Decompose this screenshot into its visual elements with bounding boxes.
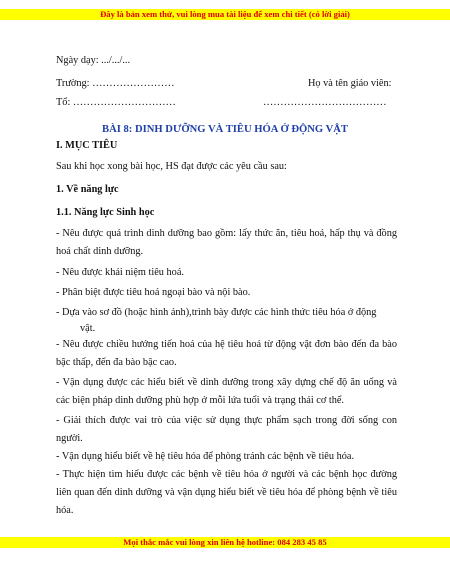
teacher-name-blank: ……………………………… — [263, 97, 387, 108]
subheading-biology-competency: 1.1. Năng lực Sinh học — [56, 207, 155, 218]
teaching-date: Ngày dạy: .../.../... — [56, 55, 131, 66]
teacher-name-label: Họ và tên giáo viên: — [308, 78, 392, 89]
intro-text: Sau khi học xong bài học, HS đạt được các yêu cầu sau: — [56, 161, 287, 172]
section-heading: I. MỤC TIÊU — [56, 140, 118, 151]
list-item-continuation: vật. — [80, 323, 96, 334]
group-field: Tổ: ………………………… — [56, 97, 176, 108]
list-item: - Vận dụng hiểu biết về hệ tiêu hóa để phòng tránh các bệnh về tiêu hóa. — [56, 451, 355, 462]
list-item: - Dựa vào sơ đồ (hoặc hình ảnh),trình bày được các hình thức tiêu hóa ở động — [56, 307, 377, 318]
preview-banner — [0, 9, 450, 20]
list-item: - Nêu được quá trình dinh dưỡng bao gồm: lấy thức ăn, tiêu hoá, hấp thụ và đồng hoá chất dinh dưỡng. — [56, 228, 397, 257]
hotline-banner-text: Mọi thắc mắc vui lòng xin liên hệ hotline: 084 283 45 85 — [123, 537, 327, 547]
hotline-banner — [0, 537, 450, 548]
lesson-title: BÀI 8: DINH DƯỠNG VÀ TIÊU HÓA Ở ĐỘNG VẬT — [102, 124, 348, 135]
list-item: - Phân biệt được tiêu hoá ngoại bào và nội bào. — [56, 287, 251, 298]
list-item: - Vận dụng được các hiểu biết về dinh dưỡng trong xây dựng chế độ ăn uống và các biện pháp dinh dưỡng phù hợp ở mỗi lứa tuổi và trạng thái cơ thể. — [56, 377, 397, 406]
list-item: - Nêu được chiều hướng tiến hoá của hệ tiêu hoá từ động vật đơn bào đến đa bào bậc thấp, đến đa bào bậc cao. — [56, 339, 397, 368]
list-item: - Thực hiện tìm hiểu được các bệnh về tiêu hóa ở người và các bệnh học đường liên quan đến dinh dưỡng và vận dụng hiểu biết về tiêu hóa để phòng bệnh về tiêu hóa. — [56, 469, 397, 516]
subheading-competency: 1. Về năng lực — [56, 184, 119, 195]
school-field: Trường: …………………… — [56, 78, 175, 89]
list-item: - Giải thích được vai trò của việc sử dụng thực phẩm sạch trong đời sống con người. — [56, 415, 397, 444]
list-item: - Nêu được khái niệm tiêu hoá. — [56, 267, 184, 278]
preview-banner-text: Đây là bản xem thử, vui lòng mua tài liệu để xem chi tiết (có lời giải) — [100, 9, 350, 19]
